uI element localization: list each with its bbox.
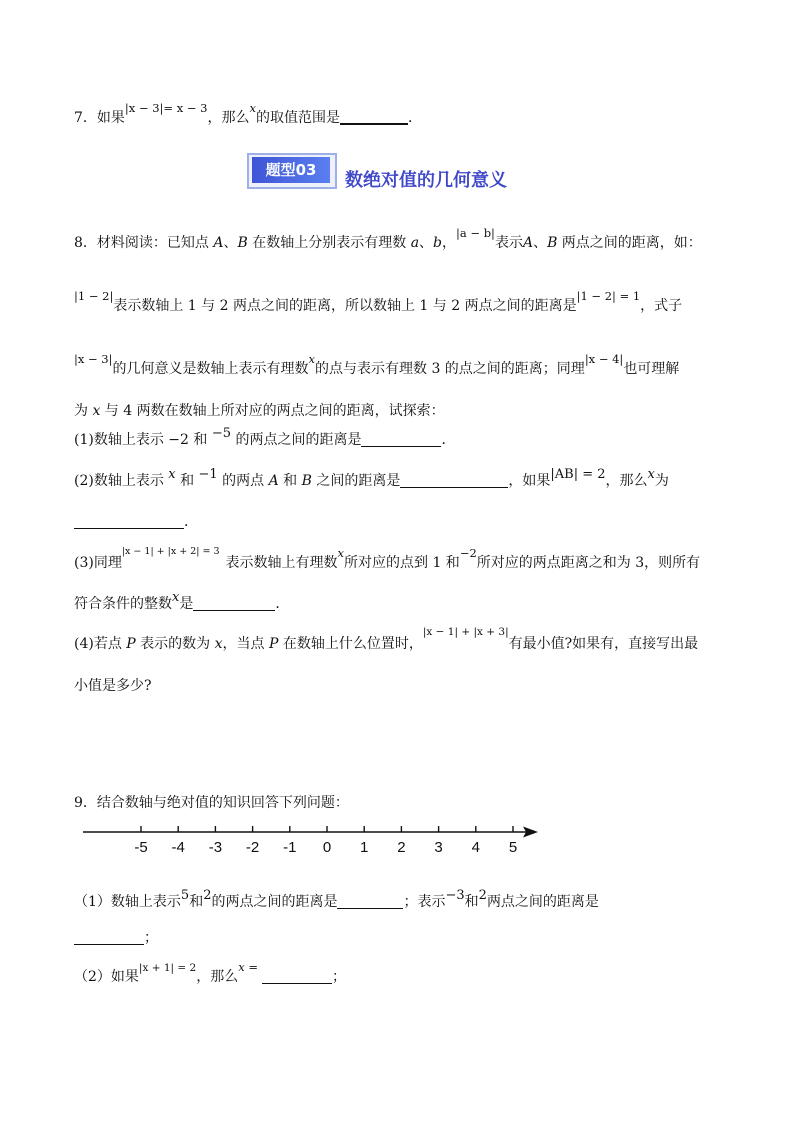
q8-text: ．: [275, 596, 290, 612]
q8-text: 为: [654, 473, 669, 489]
q7-suffix: 的取值范围是: [255, 110, 340, 126]
number-2: 2: [203, 888, 212, 903]
q8-text: 符合条件的整数: [74, 596, 172, 612]
q9-p1-answer-blank-2[interactable]: [74, 930, 144, 945]
q8-p3-answer-blank[interactable]: [193, 596, 275, 611]
q7-line: [74, 101, 422, 128]
number-neg-2: −2: [459, 546, 477, 560]
q9-title-text: 9．结合数轴与绝对值的知识回答下列问题：: [74, 795, 349, 811]
q8-part-3-cont: [74, 590, 290, 615]
var-a: a: [410, 235, 420, 251]
var-x: x: [92, 403, 101, 419]
q8-text: 为: [74, 403, 93, 419]
q8-line-1: [74, 226, 702, 253]
q8-text: ，那么: [605, 473, 648, 489]
q9-text: 和: [189, 894, 204, 910]
q9-part-2: [74, 960, 347, 988]
q8-p2-distance-blank[interactable]: [400, 473, 508, 488]
number-line-label: -5: [134, 839, 148, 856]
q8-text: 在数轴上什么位置时，: [278, 636, 423, 652]
q8-text: 表示数轴上 1 与 2 两点之间的距离，所以数轴上 1 与 2 两点之间的距离是: [113, 298, 577, 314]
q8-text: (2)数轴上表示: [74, 473, 169, 489]
q8-part-2-cont: [74, 512, 198, 532]
point-b: B: [237, 235, 248, 251]
var-b: b: [433, 235, 443, 251]
q8-text: 也可理解: [623, 361, 680, 377]
point-p: P: [126, 636, 136, 652]
formula-abs-min: |x − 1| + |x + 3|: [422, 626, 509, 638]
q8-text: 的几何意义是数轴上表示有理数: [112, 361, 309, 377]
number-line-label: 3: [434, 839, 443, 856]
q9-x-equals: x =: [238, 960, 259, 974]
q8-p2-x-blank[interactable]: [74, 514, 184, 529]
q9-text: （1）数轴上表示: [74, 894, 181, 910]
q9-p2-answer-blank[interactable]: [262, 969, 332, 984]
point-b: B: [301, 473, 312, 489]
q8-text: 所对应的点到 1 和: [344, 555, 460, 571]
number-line-label: 2: [397, 839, 406, 856]
number-line-label: 0: [322, 839, 332, 856]
point-b: B: [547, 235, 558, 251]
formula-abs-1-2: |1 − 2|: [74, 289, 114, 303]
section-title: 数绝对值的几何意义: [345, 170, 507, 191]
q7-var: x: [249, 101, 256, 115]
q8-text: 小值是多少?: [74, 678, 152, 694]
q7-prefix: 7．如果: [74, 110, 125, 126]
q8-text: 和: [278, 473, 302, 489]
number-neg-1: −1: [198, 467, 218, 482]
q8-sep: 、: [533, 235, 548, 251]
q8-text: 两点之间的距离，如：: [557, 235, 702, 251]
var-x: x: [337, 546, 344, 560]
q8-text: (1)数轴上表示: [74, 432, 169, 448]
q9-text: ；表示: [403, 894, 446, 910]
number-line-label: -1: [283, 839, 297, 856]
q8-text: 与 4 两数在数轴上所对应的两点之间的距离，试探索：: [100, 403, 445, 419]
q8-p1-answer-blank[interactable]: [361, 432, 441, 447]
q8-sep: ，: [442, 235, 457, 251]
section-badge: [247, 153, 335, 187]
q8-part-2: [74, 467, 669, 492]
formula-abs-x-3: |x − 3|: [74, 352, 113, 366]
q9-text: ；: [332, 969, 347, 985]
q8-text: 有最小值?如果有，直接写出最: [508, 636, 699, 652]
q9-part-1-cont: [74, 928, 158, 948]
q8-text: 和: [175, 473, 199, 489]
q8-text: 表示数轴上有理数: [225, 555, 338, 571]
q8-part-1: [74, 426, 456, 451]
q9-text: ，那么: [196, 969, 239, 985]
q8-text: 的两点: [217, 473, 269, 489]
q8-text: ，当点: [222, 636, 269, 652]
point-a: A: [213, 235, 224, 251]
q8-text: 表示: [494, 235, 523, 251]
formula-abs-sum: |x − 1| + |x + 2| = 3: [121, 546, 220, 557]
number-line-label: 5: [508, 839, 518, 856]
var-x: x: [168, 467, 176, 482]
q8-part-4-cont: [74, 676, 152, 696]
point-a: A: [522, 235, 534, 251]
number-neg-3: −3: [445, 888, 465, 903]
q8-text: 8．材料阅读：已知点: [74, 235, 214, 251]
q8-text: 的两点之间的距离是: [231, 432, 362, 448]
number-line-label: -4: [171, 839, 185, 856]
q8-part-3: [74, 546, 701, 575]
q8-text: 在数轴上分别表示有理数: [247, 235, 411, 251]
number-neg-5: −5: [211, 426, 231, 441]
q8-text: 的点与表示有理数 3 的点之间的距离；同理: [315, 361, 585, 377]
q8-line-2: [74, 289, 683, 316]
number-line-label: -3: [208, 839, 223, 856]
point-a: A: [268, 473, 279, 489]
formula-abs-a-b: |a − b|: [456, 226, 495, 240]
point-p: P: [268, 636, 279, 652]
formula-abs-x-4: |x − 4|: [584, 352, 624, 366]
q8-part-4: [74, 626, 699, 655]
q8-sep: 、: [223, 235, 238, 251]
q8-sep: 、: [419, 235, 434, 251]
formula-abs-ab: |AB| = 2: [550, 467, 606, 482]
q9-part-1: [74, 888, 599, 913]
var-x: x: [308, 352, 315, 366]
q9-text: 两点之间的距离是: [486, 894, 599, 910]
number-line-label: 1: [360, 839, 369, 856]
q8-text: 和: [188, 432, 212, 448]
var-x: x: [214, 636, 223, 652]
q7-end: ．: [407, 110, 422, 126]
q7-mid: ，那么: [207, 110, 250, 126]
formula-abs-1-2-eq: |1 − 2| = 1: [576, 289, 641, 303]
q8-text: (3)同理: [74, 555, 122, 571]
q9-text: ；: [144, 930, 158, 946]
q8-text: ．: [184, 514, 198, 530]
q8-text: 表示的数为: [135, 636, 215, 652]
number-line-label: -2: [245, 839, 260, 856]
q9-text: 和: [464, 894, 479, 910]
q9-text: （2）如果: [74, 969, 139, 985]
q7-answer-blank[interactable]: [340, 109, 408, 125]
q8-text: (4)若点: [74, 636, 127, 652]
q8-line-3: [74, 352, 680, 379]
q8-text: 是: [179, 596, 194, 612]
number-line-label: 4: [471, 839, 480, 856]
var-x: x: [647, 467, 655, 482]
q8-text: 所对应的两点距离之和为 3，则所有: [476, 555, 701, 571]
q8-text: ，式子: [640, 298, 683, 314]
var-x: x: [172, 590, 180, 605]
formula-abs-x-1: |x + 1| = 2: [138, 962, 197, 974]
q8-text: ．: [441, 432, 456, 448]
q9-text: 的两点之间的距离是: [211, 894, 338, 910]
q9-p1-answer-blank-1[interactable]: [337, 894, 403, 909]
q9-title: [74, 793, 349, 813]
number-2: 2: [478, 888, 487, 903]
number-5: 5: [180, 888, 190, 903]
q8-text: ，如果: [508, 473, 551, 489]
section-badge-label: 题型03: [252, 157, 330, 183]
q8-text: 之间的距离是: [311, 473, 401, 489]
q8-line-4: [74, 401, 445, 421]
number-neg-2: −2: [168, 432, 189, 448]
q7-formula: |x − 3|= x − 3: [124, 101, 208, 115]
